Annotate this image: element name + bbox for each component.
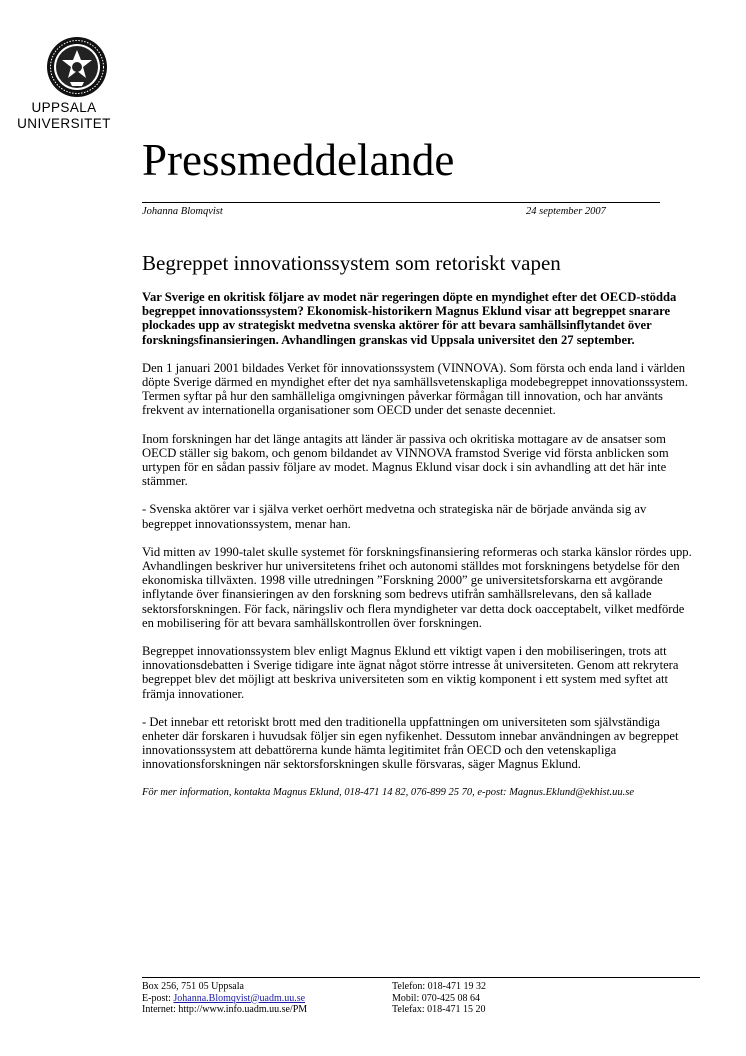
body-paragraph-1: Den 1 januari 2001 bildades Verket för innovationssystem (VINNOVA). Som första och enda land i världen döpte Sverige därmed en myndighet efter det nya samhällsvetenskapliga modebegreppet innovationssystem. Termen syftar på hur den samhälleliga omgivningen påverkar förmågan till innovation, och har använts frekvent av internationella organisationer som OECD under det senaste decenniet. xyxy=(142,360,688,418)
footer-address: Box 256, 751 05 Uppsala xyxy=(142,981,244,992)
footer-telefon: Telefon: 018-471 19 32 xyxy=(392,981,487,992)
date: 24 september 2007 xyxy=(526,206,606,217)
footer-divider xyxy=(142,977,700,978)
body-paragraph-6: - Det innebar ett retoriskt brott med den traditionella uppfattningen om universiteten som självständiga enheter där forskaren i huvudsak följer sin egen nyfikenhet. Dessutom innebar användningen av begreppet innovationssystem att debattörerna kunde hämta legitimitet från OECD och den vetenskapliga innovationsforskningen när sektorsforskningen skulle försvaras, säger Magnus Eklund. xyxy=(142,714,679,772)
footer-email-label: E-post: xyxy=(142,992,174,1004)
lead-paragraph: Var Sverige en okritisk följare av modet när regeringen döpte en myndighet efter det OECD-stödda begreppet innovationssystem? Ekonomisk-historikern Magnus Eklund visar att begreppet snarare plockades upp av strategiskt medvetna svenska aktörer för att bevara samhällsinflytandet över forskningsfinansieringen. Avhandlingen granskas vid Uppsala universitet den 27 september. xyxy=(142,290,677,347)
footer-right xyxy=(392,981,486,1016)
header-divider xyxy=(142,202,660,203)
body-paragraph-2: Inom forskningen har det länge antagits att länder är passiva och okritiska mottagare av de ansatser som OECD ställer sig bakom, och genom bildandet av VINNOVA framstod Sverige vid första anblicken som urtypen för en sådan passiv följare av modet. Magnus Eklund visar dock i sin avhandling att det här inte stämmer. xyxy=(142,431,669,489)
body-paragraph-4: Vid mitten av 1990-talet skulle systemet för forskningsfinansiering reformeras och starka känslor rördes upp. Avhandlingen beskriver hur universitetens frihet och autonomi ställdes mot forskningens betydelse för den ekonomiska tillväxten. 1998 ville utredningen ”Forskning 2000” ge universitetsforskarna ett avgörande inflytande över finansieringen av den forskning som bedrevs utifrån samhällsrelevans, den så kallade sektorsforskningen. För fack, näringsliv och flera myndigheter var detta dock oacceptabelt, vilket medförde en mobilisering för att bevara samhällskontrollen över forskningen. xyxy=(142,544,692,630)
footer-internet: Internet: http://www.info.uadm.uu.se/PM xyxy=(142,1004,308,1015)
article-body xyxy=(142,290,698,813)
footer-left xyxy=(142,981,307,1016)
uppsala-seal-icon xyxy=(46,36,108,98)
contact-info: För mer information, kontakta Magnus Eklund, 018-471 14 82, 076-899 25 70, e-post: Magnus.Eklund@ekhist.uu.se xyxy=(142,786,635,798)
university-name xyxy=(0,100,128,132)
footer-email-line xyxy=(142,993,307,1005)
body-paragraph-5: Begreppet innovationssystem blev enligt Magnus Eklund ett viktigt vapen i den mobiliseringen, trots att innovationsdebatten i Sverige tidigare inte ägnat något större intresse åt universiteten. Genom att rekrytera begreppet blev det möjligt att beskriva universiteten som en viktig komponent i ett system med syftet att främja innovationer. xyxy=(142,644,679,701)
body-paragraph-3: - Svenska aktörer var i själva verket oerhört medvetna och strategiska när de började använda sig av begreppet innovationssystem, menar han. xyxy=(142,502,647,531)
university-name-line2: UNIVERSITET xyxy=(17,116,111,131)
university-name-line1: UPPSALA xyxy=(31,100,97,115)
page-title: Pressmeddelande xyxy=(142,135,455,185)
footer-telefax: Telefax: 018-471 15 20 xyxy=(392,1004,486,1015)
author: Johanna Blomqvist xyxy=(142,206,223,217)
footer-mobil: Mobil: 070-425 08 64 xyxy=(392,992,481,1004)
footer-email-link[interactable]: Johanna.Blomqvist@uadm.uu.se xyxy=(173,992,306,1004)
headline: Begreppet innovationssystem som retoriskt vapen xyxy=(142,251,561,275)
